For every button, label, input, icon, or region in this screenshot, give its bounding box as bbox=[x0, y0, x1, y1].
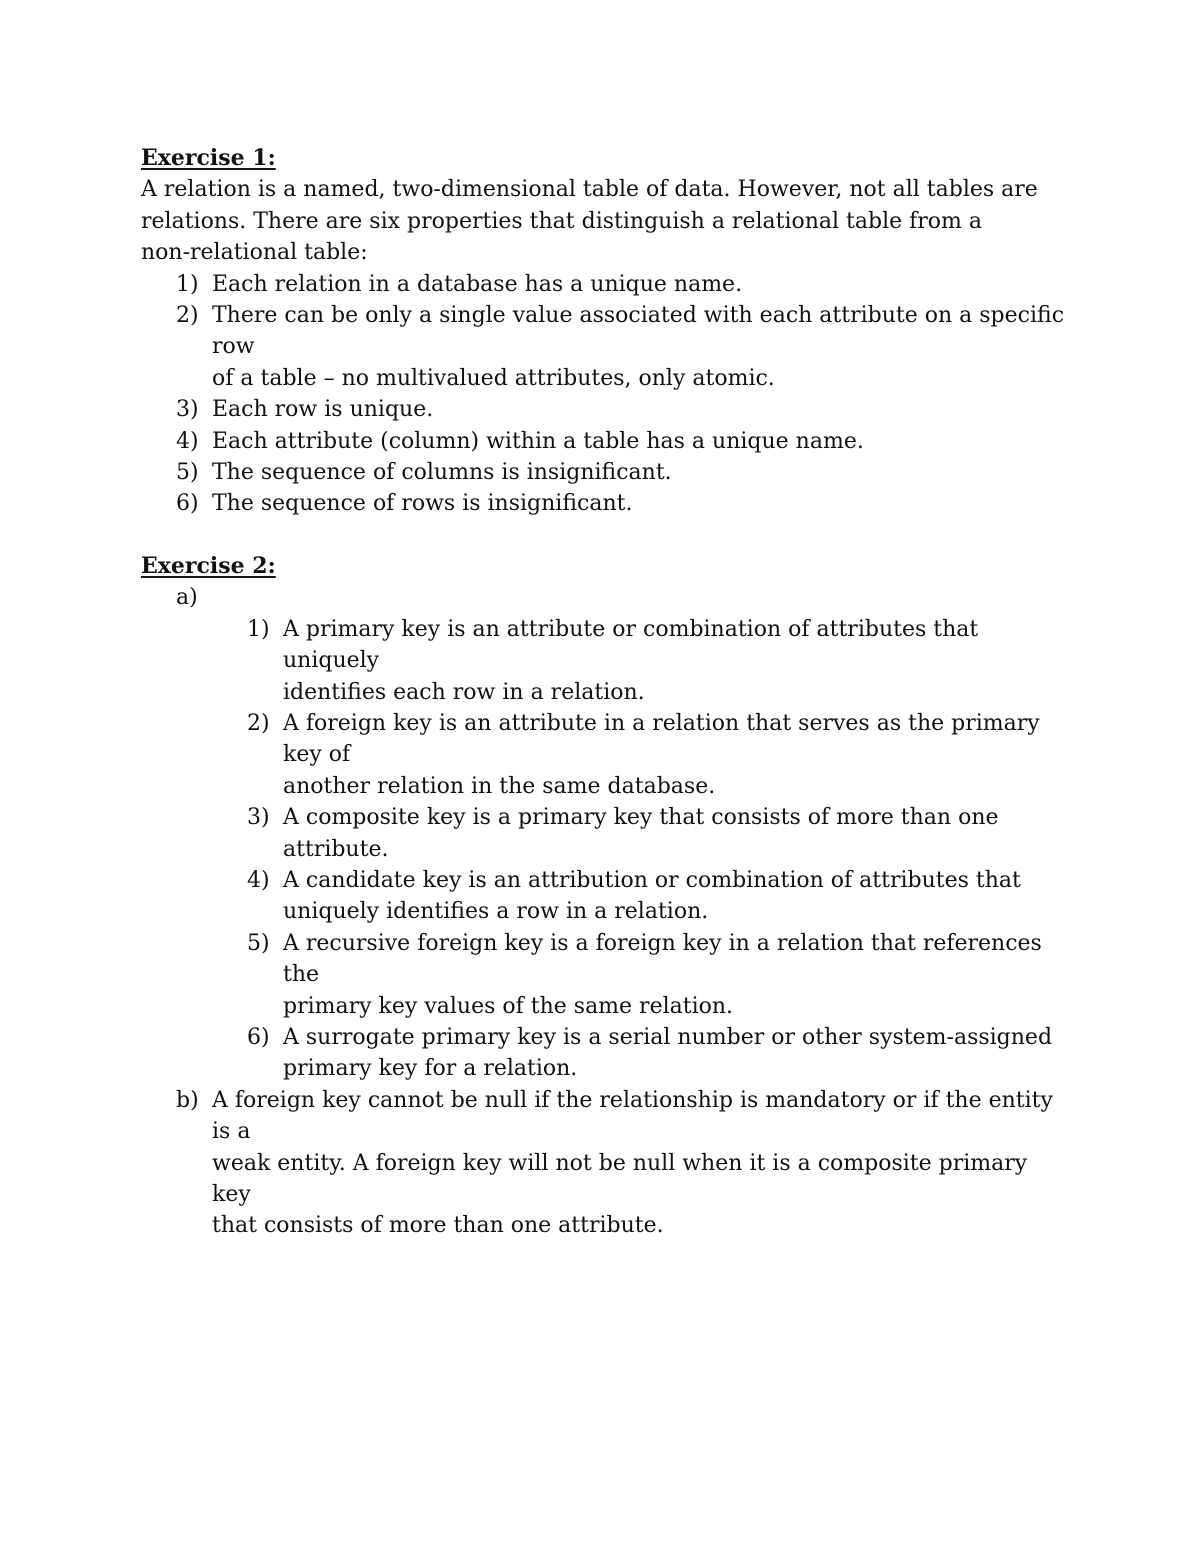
part-b bbox=[141, 1085, 1071, 1242]
exercise-2-part-a-list bbox=[141, 614, 1071, 1085]
list-item-number: 2) bbox=[247, 710, 270, 736]
list-item-number: 4) bbox=[247, 867, 270, 893]
list-item bbox=[141, 865, 1071, 928]
document-page bbox=[141, 143, 1071, 1242]
list-item-text: A composite key is a primary key that consists of more than one attribute. bbox=[283, 805, 999, 862]
list-item bbox=[141, 457, 1071, 488]
list-item-number: 4) bbox=[176, 428, 199, 454]
list-item bbox=[141, 928, 1071, 1022]
list-item-text: identifies each row in a relation. bbox=[283, 679, 645, 705]
list-item-text: uniquely identifies a row in a relation. bbox=[283, 899, 709, 925]
list-item-number: 3) bbox=[247, 805, 270, 831]
section-spacer bbox=[141, 520, 1071, 551]
list-item-number: 1) bbox=[247, 616, 270, 642]
list-item-text: A surrogate primary key is a serial number or other system-assigned bbox=[283, 1024, 1053, 1050]
list-item-text: A primary key is an attribute or combination of attributes that uniquely bbox=[283, 616, 979, 674]
list-item bbox=[141, 802, 1071, 865]
intro-line: A relation is a named, two-dimensional table of data. However, not all tables are bbox=[141, 177, 1038, 203]
list-item-number: 3) bbox=[176, 397, 199, 423]
list-item-number: 6) bbox=[247, 1024, 270, 1050]
list-item-text: primary key values of the same relation. bbox=[283, 993, 734, 1019]
list-item-text: A recursive foreign key is a foreign key in a relation that references the bbox=[283, 930, 1042, 988]
list-item-number: 5) bbox=[176, 460, 199, 486]
list-item-text: Each relation in a database has a unique name. bbox=[212, 271, 743, 297]
exercise-1-intro bbox=[141, 174, 1071, 268]
list-item-text: Each attribute (column) within a table has a unique name. bbox=[212, 428, 864, 454]
part-a bbox=[141, 582, 1071, 613]
part-b-text: weak entity. A foreign key will not be null when it is a composite primary key bbox=[212, 1150, 1028, 1207]
list-item bbox=[141, 269, 1071, 300]
exercise-2-heading: Exercise 2: bbox=[141, 552, 276, 579]
list-item bbox=[141, 300, 1071, 394]
intro-line: non-relational table: bbox=[141, 240, 368, 266]
list-item-text: another relation in the same database. bbox=[283, 773, 716, 799]
exercise-1-list bbox=[141, 269, 1071, 520]
list-item bbox=[141, 426, 1071, 457]
list-item-text: primary key for a relation. bbox=[283, 1056, 578, 1082]
list-item-text: The sequence of rows is insignificant. bbox=[212, 491, 633, 517]
list-item bbox=[141, 488, 1071, 519]
list-item bbox=[141, 614, 1071, 708]
list-item bbox=[141, 1022, 1071, 1085]
list-item-number: 2) bbox=[176, 303, 199, 329]
exercise-1-heading: Exercise 1: bbox=[141, 145, 276, 171]
part-a-label: a) bbox=[176, 585, 198, 611]
intro-line: relations. There are six properties that distinguish a relational table from a bbox=[141, 208, 983, 234]
list-item-text: of a table – no multivalued attributes, only atomic. bbox=[212, 365, 775, 391]
part-b-text: that consists of more than one attribute. bbox=[212, 1213, 664, 1239]
list-item-number: 6) bbox=[176, 491, 199, 517]
list-item-text: A foreign key is an attribute in a relation that serves as the primary key of bbox=[283, 710, 1040, 768]
part-b-label: b) bbox=[176, 1087, 199, 1113]
list-item-number: 5) bbox=[247, 930, 270, 956]
list-item-text: A candidate key is an attribution or combination of attributes that bbox=[283, 867, 1021, 893]
part-b-text: A foreign key cannot be null if the relationship is mandatory or if the entity is a bbox=[212, 1087, 1053, 1145]
list-item-text: Each row is unique. bbox=[212, 397, 434, 423]
list-item-text: There can be only a single value associated with each attribute on a specific row bbox=[212, 303, 1065, 360]
list-item bbox=[141, 394, 1071, 425]
list-item-text: The sequence of columns is insignificant. bbox=[212, 460, 672, 486]
list-item-number: 1) bbox=[176, 271, 199, 297]
list-item bbox=[141, 708, 1071, 802]
